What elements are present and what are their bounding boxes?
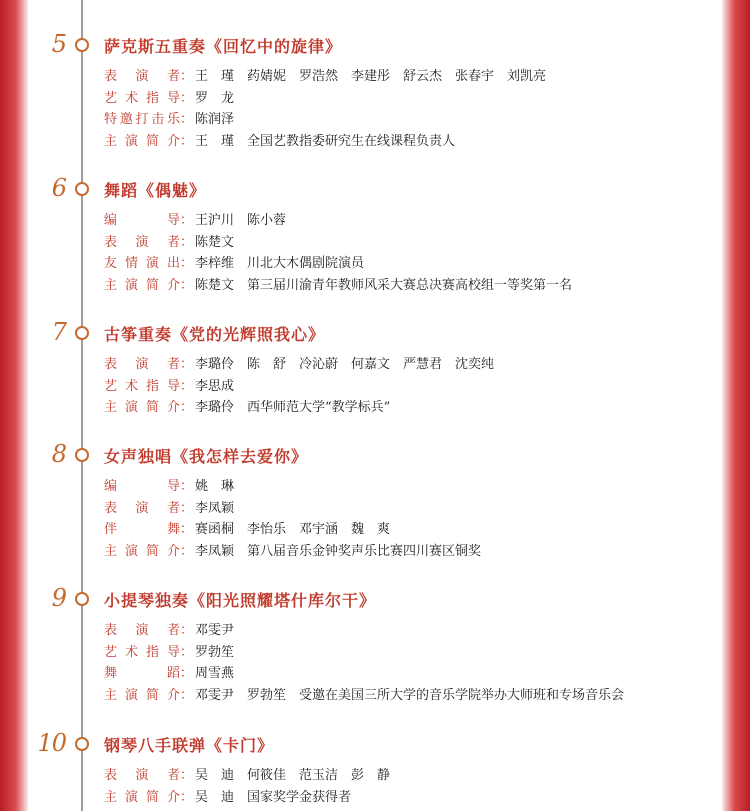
program-number: 7 xyxy=(51,318,66,346)
credit-label: 表 演 者 xyxy=(104,768,180,783)
credit-value: 邓雯尹 罗勃笙 受邀在美国三所大学的音乐学院举办大师班和专场音乐会 xyxy=(195,688,625,704)
credit-list xyxy=(104,66,546,153)
credit-colon: ： xyxy=(180,522,194,538)
credit-list xyxy=(104,354,494,419)
credit-label: 艺术指导 xyxy=(104,378,180,394)
program-number: 5 xyxy=(51,30,66,58)
credit-row xyxy=(104,275,572,297)
credit-colon: ： xyxy=(180,789,194,805)
credit-row xyxy=(104,210,572,232)
credit-value: 李凤颖 第八届音乐金钟奖声乐比赛四川赛区铜奖 xyxy=(195,544,482,560)
program-title: 古筝重奏《党的光辉照我心》 xyxy=(104,325,326,344)
credit-colon: ： xyxy=(180,378,194,394)
credit-label: 艺术指导 xyxy=(104,644,180,660)
credit-label: 主演简介 xyxy=(104,134,180,150)
credit-label: 表 演 者 xyxy=(104,500,180,516)
credit-value: 吴 迪 国家奖学金获得者 xyxy=(195,789,352,805)
credit-row xyxy=(104,663,624,685)
program-number: 10 xyxy=(37,729,66,757)
credit-row xyxy=(104,541,481,563)
credit-label: 表 演 者 xyxy=(104,234,180,250)
credit-value: 陈润泽 xyxy=(195,112,235,128)
credit-value: 李凤颖 xyxy=(195,500,235,516)
credit-list xyxy=(104,210,572,297)
credit-row xyxy=(104,354,494,376)
credit-label: 编 导 xyxy=(104,479,180,494)
timeline-dot-icon xyxy=(75,448,89,462)
credit-row xyxy=(104,519,481,541)
credit-row xyxy=(104,109,546,131)
credit-row xyxy=(104,131,546,153)
timeline-line xyxy=(81,0,83,811)
credit-label: 表 演 者 xyxy=(104,357,180,372)
credit-value: 罗 龙 xyxy=(195,90,235,106)
credit-label: 主演简介 xyxy=(104,789,180,805)
credit-value: 陈楚文 第三届川渝青年教师风采大赛总决赛高校组一等奖第一名 xyxy=(195,278,573,294)
program-title: 女声独唱《我怎样去爱你》 xyxy=(104,447,309,466)
credit-row xyxy=(104,765,390,787)
credit-label: 伴 舞 xyxy=(104,522,180,538)
credit-value: 李思成 xyxy=(195,378,235,394)
credit-list xyxy=(104,765,390,808)
credit-row xyxy=(104,498,481,520)
credit-value: 邓雯尹 xyxy=(195,623,235,638)
credit-label: 表 演 者 xyxy=(104,69,180,84)
credit-value: 陈楚文 xyxy=(195,234,235,250)
credit-value: 李璐伶 陈 舒 冷沁蔚 何嘉文 严慧君 沈奕纯 xyxy=(195,357,495,372)
credit-row xyxy=(104,253,572,275)
credit-label: 主演简介 xyxy=(104,688,180,704)
program-title: 小提琴独奏《阳光照耀塔什库尔干》 xyxy=(104,591,377,610)
credit-colon: ： xyxy=(180,666,194,682)
credit-label: 特邀打击乐 xyxy=(104,112,180,128)
right-red-border xyxy=(722,0,750,811)
credit-row xyxy=(104,88,546,110)
credit-colon: ： xyxy=(180,256,194,272)
credit-label: 表 演 者 xyxy=(104,623,180,638)
credit-label: 主演简介 xyxy=(104,544,180,560)
credit-row xyxy=(104,66,546,88)
credit-colon: ： xyxy=(180,278,194,294)
credit-label: 舞 蹈 xyxy=(104,666,180,682)
credit-value: 赛函桐 李怡乐 邓宇涵 魏 爽 xyxy=(195,522,391,538)
credit-colon: ： xyxy=(180,544,194,560)
timeline-dot-icon xyxy=(75,182,89,196)
credit-colon: ： xyxy=(180,623,194,638)
credit-colon: ： xyxy=(180,234,194,250)
credit-colon: ： xyxy=(180,357,194,372)
credit-value: 王 瑾 全国艺教指委研究生在线课程负责人 xyxy=(195,134,456,150)
credit-row xyxy=(104,232,572,254)
timeline-dot-icon xyxy=(75,592,89,606)
credit-value: 姚 琳 xyxy=(195,479,235,494)
credit-value: 李璐伶 西华师范大学“教学标兵” xyxy=(195,400,391,416)
credit-value: 王 瑾 药婧妮 罗浩然 李建彤 舒云杰 张春宇 刘凯亮 xyxy=(195,69,547,84)
credit-colon: ： xyxy=(180,134,194,150)
credit-value: 罗勃笙 xyxy=(195,644,235,660)
credit-label: 编 导 xyxy=(104,213,180,228)
credit-row xyxy=(104,642,624,664)
credit-list xyxy=(104,476,481,563)
credit-label: 主演简介 xyxy=(104,400,180,416)
timeline-dot-icon xyxy=(75,326,89,340)
timeline-dot-icon xyxy=(75,38,89,52)
credit-value: 周雪燕 xyxy=(195,666,235,682)
left-red-border xyxy=(0,0,28,811)
credit-colon: ： xyxy=(180,500,194,516)
credit-colon: ： xyxy=(180,213,194,228)
credit-colon: ： xyxy=(180,69,194,84)
credit-label: 友情演出 xyxy=(104,256,180,272)
program-number: 8 xyxy=(51,440,66,468)
credit-colon: ： xyxy=(180,688,194,704)
credit-row xyxy=(104,476,481,498)
credit-row xyxy=(104,620,624,642)
credit-label: 艺术指导 xyxy=(104,90,180,106)
program-title: 舞蹈《偶魅》 xyxy=(104,181,207,200)
program-title: 钢琴八手联弹《卡门》 xyxy=(104,736,275,755)
timeline-dot-icon xyxy=(75,737,89,751)
credit-label: 主演简介 xyxy=(104,278,180,294)
credit-value: 吴 迪 何筱佳 范玉洁 彭 静 xyxy=(195,768,391,783)
program-number: 6 xyxy=(51,174,66,202)
program-title: 萨克斯五重奏《回忆中的旋律》 xyxy=(104,37,343,56)
program-number: 9 xyxy=(51,584,66,612)
credit-colon: ： xyxy=(180,768,194,783)
credit-colon: ： xyxy=(180,479,194,494)
credit-colon: ： xyxy=(180,112,194,128)
credit-colon: ： xyxy=(180,90,194,106)
credit-row xyxy=(104,787,390,809)
credit-row xyxy=(104,397,494,419)
credit-colon: ： xyxy=(180,400,194,416)
credit-list xyxy=(104,620,624,707)
credit-value: 王沪川 陈小蓉 xyxy=(195,213,287,228)
credit-value: 李梓维 川北大木偶剧院演员 xyxy=(195,256,365,272)
credit-colon: ： xyxy=(180,644,194,660)
credit-row xyxy=(104,685,624,707)
credit-row xyxy=(104,376,494,398)
